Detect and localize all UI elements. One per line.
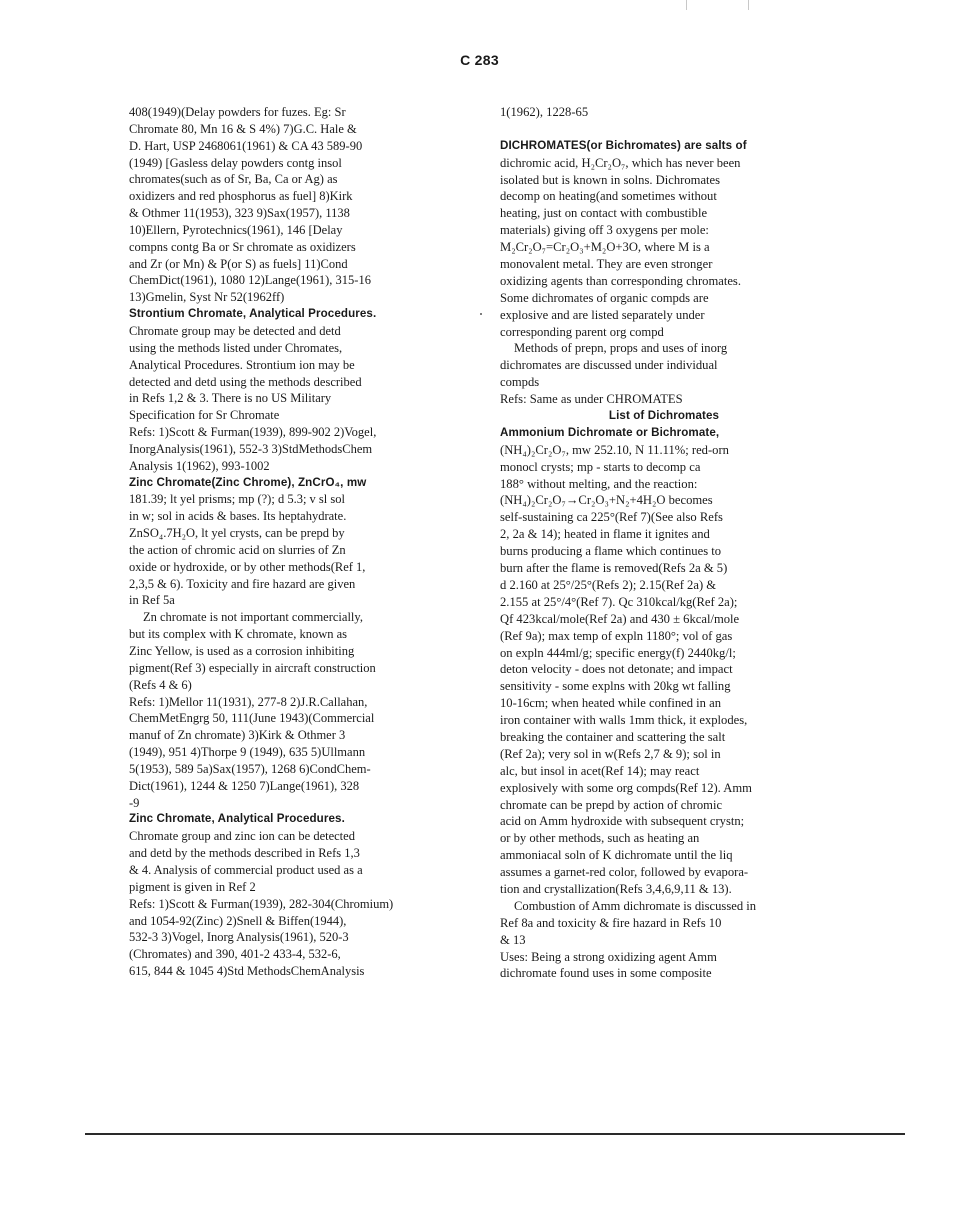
text-line: and detd by the methods described in Refs 1,3 [129, 846, 360, 861]
text-line: heating, just on contact with combustible [500, 206, 708, 221]
text-line: ammoniacal soln of K dichromate until the liq [500, 848, 733, 863]
text-line: (NH₄)₂Cr₂O₇→Cr₂O₃+N₂+4H₂O becomes [500, 493, 713, 508]
text-line: oxidizing agents than corresponding chromates. [500, 273, 741, 288]
text-line: deton velocity - does not detonate; and impact [500, 662, 733, 677]
text-line: oxide or hydroxide, or by other methods(Ref 1, [129, 559, 366, 574]
text-line: Zn chromate is not important commercially, [143, 610, 363, 625]
text-line: Analysis 1(1962), 993-1002 [129, 458, 270, 473]
text-line [500, 121, 828, 138]
text-line: 188° without melting, and the reaction: [500, 476, 698, 491]
text-line: alc, but insol in acet(Ref 14); may react [500, 763, 700, 778]
text-line: assumes a garnet-red color, followed by evapora- [500, 865, 749, 880]
text-line: 10)Ellern, Pyrotechnics(1961), 146 [Delay [129, 222, 343, 237]
left-column [129, 104, 465, 980]
text-line: Chromate group and zinc ion can be detected [129, 829, 355, 844]
text-line: sensitivity - some explns with 20kg wt falling [500, 679, 731, 694]
text-line: Uses: Being a strong oxidizing agent Amm [500, 949, 717, 964]
text-line: and Zr (or Mn) & P(or S) as fuels] 11)Cond [129, 256, 348, 271]
text-line: or by other methods, such as heating an [500, 831, 700, 846]
text-line: Refs: 1)Scott & Furman(1939), 282-304(Chromium) [129, 896, 394, 911]
entry-heading: Strontium Chromate, Analytical Procedures. [129, 307, 377, 321]
scan-mark-2 [748, 0, 749, 10]
text-line: dichromates are discussed under individual [500, 358, 718, 373]
text-line: explosive and are listed separately under [500, 307, 705, 322]
text-line: 181.39; lt yel prisms; mp (?); d 5.3; v sl sol [129, 492, 345, 507]
text-line: 10-16cm; when heated while confined in an [500, 696, 722, 711]
text-line: oxidizers and red phosphorus as fuel] 8)Kirk [129, 189, 353, 204]
entry-heading: List of Dichromates [608, 409, 720, 423]
text-line: (1949), 951 4)Thorpe 9 (1949), 635 5)Ullmann [129, 745, 366, 760]
text-line: self-sustaining ca 225°(Ref 7)(See also Refs [500, 510, 723, 525]
text-line: pigment(Ref 3) especially in aircraft construction [129, 660, 376, 675]
text-line: monocl crysts; mp - starts to decomp ca [500, 459, 701, 474]
scan-mark-1 [686, 0, 687, 10]
text-line: & 4. Analysis of commercial product used as a [129, 862, 363, 877]
text-line: (Chromates) and 390, 401-2 433-4, 532-6, [129, 947, 341, 962]
text-line: 2.155 at 25°/4°(Ref 7). Qc 310kcal/kg(Ref 2a); [500, 594, 738, 609]
text-line: 2,3,5 & 6). Toxicity and fire hazard are given [129, 576, 356, 591]
text-line: 13)Gmelin, Syst Nr 52(1962ff) [129, 290, 285, 305]
text-line: chromates(such as of Sr, Ba, Ca or Ag) as [129, 172, 338, 187]
text-line: chromate can be prepd by action of chromic [500, 797, 723, 812]
text-line: & Othmer 11(1953), 323 9)Sax(1957), 1138 [129, 206, 350, 221]
right-column [500, 104, 828, 982]
text-line: 1(1962), 1228-65 [500, 105, 589, 119]
text-line: in w; sol in acids & bases. Its heptahydrate. [129, 509, 347, 524]
text-line: decomp on heating(and sometimes without [500, 189, 717, 204]
text-line: ChemMetEngrg 50, 111(June 1943)(Commercial [129, 711, 375, 726]
text-line: materials) giving off 3 oxygens per mole: [500, 223, 709, 238]
text-line: Methods of prepn, props and uses of inorg [514, 341, 728, 356]
text-line: 2, 2a & 14); heated in flame it ignites and [500, 527, 710, 542]
text-line: burn after the flame is removed(Refs 2a & 5) [500, 561, 728, 576]
text-line: in Ref 5a [129, 593, 175, 608]
text-line: the action of chromic acid on slurries of Zn [129, 542, 346, 557]
text-line: but its complex with K chromate, known as [129, 627, 348, 642]
entry-heading: Zinc Chromate(Zinc Chrome), ZnCrO₄, mw [129, 475, 367, 489]
entry-heading: Zinc Chromate, Analytical Procedures. [129, 812, 345, 826]
text-line: in Refs 1,2 & 3. There is no US Military [129, 391, 332, 406]
text-line: dichromic acid, H₂Cr₂O₇, which has never been [500, 155, 741, 170]
text-line: burns producing a flame which continues to [500, 544, 722, 559]
text-line: Chromate 80, Mn 16 & S 4%) 7)G.C. Hale & [129, 121, 357, 136]
text-line: (NH₄)₂Cr₂O₇, mw 252.10, N 11.11%; red-orn [500, 442, 729, 457]
text-line: M₂Cr₂O₇=Cr₂O₃+M₂O+3O, where M is a [500, 240, 710, 255]
text-line: corresponding parent org compd [500, 324, 664, 339]
text-line: and 1054-92(Zinc) 2)Snell & Biffen(1944), [129, 913, 347, 928]
text-line: & 13 [500, 932, 526, 947]
text-line: Dict(1961), 1244 & 1250 7)Lange(1961), 328 [129, 778, 360, 793]
text-line: dichromate found uses in some composite [500, 966, 712, 981]
text-line: Analytical Procedures. Strontium ion may be [129, 357, 355, 372]
text-line: detected and detd using the methods described [129, 374, 362, 389]
text-line: 5(1953), 589 5a)Sax(1957), 1268 6)CondChem- [129, 761, 371, 776]
text-line: pigment is given in Ref 2 [129, 879, 256, 894]
text-line: Refs: 1)Mellor 11(1931), 277-8 2)J.R.Callahan, [129, 694, 368, 709]
text-line: manuf of Zn chromate) 3)Kirk & Othmer 3 [129, 728, 346, 743]
text-line: on expln 444ml/g; specific energy(f) 2440kg/l; [500, 645, 736, 660]
scan-speck [480, 313, 482, 315]
text-line: Zinc Yellow, is used as a corrosion inhibiting [129, 644, 355, 658]
text-line: Specification for Sr Chromate [129, 408, 280, 423]
text-line: compns contg Ba or Sr chromate as oxidizers [129, 239, 356, 254]
text-line: ChemDict(1961), 1080 12)Lange(1961), 315-16 [129, 273, 371, 288]
text-line: 532-3 3)Vogel, Inorg Analysis(1961), 520-3 [129, 930, 349, 945]
text-line: Refs: Same as under CHROMATES [500, 392, 683, 407]
text-line: (Refs 4 & 6) [129, 677, 192, 692]
text-line: ZnSO₄.7H₂O, lt yel crysts, can be prepd by [129, 526, 345, 541]
text-line: acid on Amm hydroxide with subsequent crystn; [500, 814, 745, 829]
text-line: Qf 423kcal/mole(Ref 2a) and 430 ± 6kcal/mole [500, 611, 740, 626]
entry-heading: Ammonium Dichromate or Bichromate, [500, 425, 720, 439]
text-line: D. Hart, USP 2468061(1961) & CA 43 589-90 [129, 138, 363, 153]
text-line: Refs: 1)Scott & Furman(1939), 899-902 2)Vogel, [129, 425, 377, 440]
text-line: explosively with some org compds(Ref 12). Amm [500, 780, 752, 795]
text-line: -9 [129, 795, 140, 810]
text-line: using the methods listed under Chromates, [129, 340, 343, 355]
text-line: breaking the container and scattering the salt [500, 729, 726, 744]
text-line: monovalent metal. They are even stronger [500, 257, 713, 272]
text-line: Ref 8a and toxicity & fire hazard in Refs 10 [500, 915, 722, 930]
text-line: Some dichromates of organic compds are [500, 290, 709, 305]
text-line: (1949) [Gasless delay powders contg insol [129, 155, 342, 170]
text-line: Combustion of Amm dichromate is discussed in [514, 898, 757, 913]
bottom-rule [85, 1133, 905, 1135]
text-line: isolated but is known in solns. Dichromates [500, 172, 721, 187]
text-line: tion and crystallization(Refs 3,4,6,9,11 & 13). [500, 881, 732, 896]
text-line: 408(1949)(Delay powders for fuzes. Eg: Sr [129, 105, 346, 119]
page-number: C 283 [460, 52, 499, 68]
text-line: (Ref 2a); very sol in w(Refs 2,7 & 9); sol in [500, 746, 721, 761]
text-line: d 2.160 at 25°/25°(Refs 2); 2.15(Ref 2a) & [500, 577, 717, 592]
text-line: 615, 844 & 1045 4)Std MethodsChemAnalysis [129, 964, 365, 979]
text-line: (Ref 9a); max temp of expln 1180°; vol of gas [500, 628, 733, 643]
entry-heading: DICHROMATES(or Bichromates) are salts of [500, 138, 747, 152]
text-line: InorgAnalysis(1961), 552-3 3)StdMethodsChem [129, 441, 373, 456]
text-line: Chromate group may be detected and detd [129, 323, 341, 338]
text-line: iron container with walls 1mm thick, it explodes, [500, 713, 748, 728]
text-line: compds [500, 375, 540, 390]
